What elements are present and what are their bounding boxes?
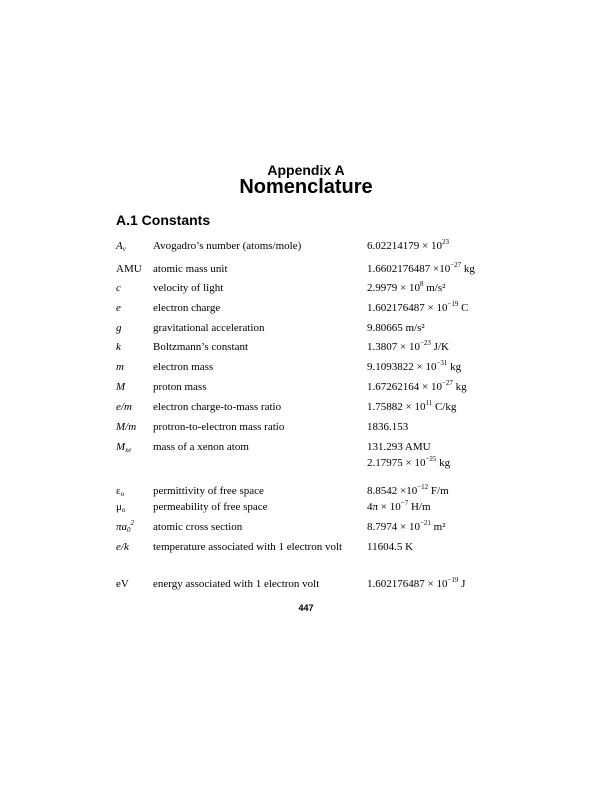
constant-description: gravitational acceleration xyxy=(153,322,265,334)
constant-symbol: g xyxy=(116,322,122,334)
constant-symbol: $\varepsilon_o$ xyxy=(116,485,125,498)
page-number: 447 xyxy=(298,603,314,613)
constant-description: protron-to-electron mass ratio xyxy=(153,421,285,433)
constant-value: 11604.5 K xyxy=(367,541,414,553)
constant-symbol: e xyxy=(116,302,121,314)
constant-description: atomic cross section xyxy=(153,521,243,533)
constant-symbol: e/m xyxy=(116,401,132,413)
constant-value: $1.602176487 \times 10^{-19}$ J xyxy=(367,576,466,590)
constant-symbol: k xyxy=(116,341,121,353)
constant-symbol: M/m xyxy=(116,421,137,433)
constant-value: $1.67262164 \times 10^{-27}$ kg xyxy=(367,379,467,393)
constant-description: proton mass xyxy=(153,381,207,393)
constant-value: 131.293 AMU $2.17975 \times 10^{-25}$ kg xyxy=(367,441,451,469)
constant-symbol: M xyxy=(116,381,126,393)
constant-value: $1.6602176487 \times 10^{-27}$ kg xyxy=(367,261,475,275)
appendix-label: Appendix A xyxy=(267,162,345,178)
constant-description: energy associated with 1 electron volt xyxy=(153,578,320,590)
constant-symbol: $A_v$ xyxy=(116,240,126,253)
constant-description: permittivity of free space xyxy=(153,485,264,497)
constant-value: $1.75882 \times 10^{11}$ C/kg xyxy=(367,399,457,413)
constant-description: electron charge xyxy=(153,302,221,314)
constant-value: $6.02214179 \times 10^{23}$ xyxy=(367,238,449,252)
page-title: Nomenclature xyxy=(239,176,373,198)
constant-value: $9.1093822 \times 10^{-31}$ kg xyxy=(367,359,462,373)
section-heading: A.1 Constants xyxy=(116,212,211,228)
constant-value: $1.3807 \times 10^{-23}$ J/K xyxy=(367,339,449,353)
constant-symbol: AMU xyxy=(116,263,142,275)
constant-value: $4\pi \times 10^{-7}$ H/m xyxy=(367,499,431,513)
constant-description: Boltzmann’s constant xyxy=(153,341,249,353)
constant-value: $8.7974 \times 10^{-21}$ m² xyxy=(367,519,446,533)
constant-description: permeability of free space xyxy=(153,501,268,513)
constant-description: Avogadro’s number (atoms/mole) xyxy=(153,240,302,252)
constant-description: atomic mass unit xyxy=(153,263,228,275)
constant-symbol: $\mu_o$ xyxy=(116,501,126,514)
constant-symbol: c xyxy=(116,282,121,294)
constant-symbol: $\pi a_0^2$ xyxy=(116,519,135,534)
constant-value: 1836.153 xyxy=(367,421,409,433)
constant-description: electron charge-to-mass ratio xyxy=(153,401,282,413)
constant-value: $8.8542 \times 10^{-12}$ F/m xyxy=(367,483,449,497)
constant-description: temperature associated with 1 electron volt xyxy=(153,541,343,553)
constant-symbol: eV xyxy=(116,578,129,590)
constant-symbol: m xyxy=(116,361,124,373)
constant-symbol: $M_{xe}$ xyxy=(116,441,132,454)
constant-description: velocity of light xyxy=(153,282,224,294)
constant-value: $1.602176487 \times 10^{-19}$ C xyxy=(367,300,469,314)
constant-symbol: e/k xyxy=(116,541,129,553)
constant-description: electron mass xyxy=(153,361,214,373)
constant-value: 9.80665 m/s² xyxy=(367,322,425,334)
constant-description: mass of a xenon atom xyxy=(153,441,249,453)
constant-value: $2.9979 \times 10^8$ m/s² xyxy=(367,280,446,294)
